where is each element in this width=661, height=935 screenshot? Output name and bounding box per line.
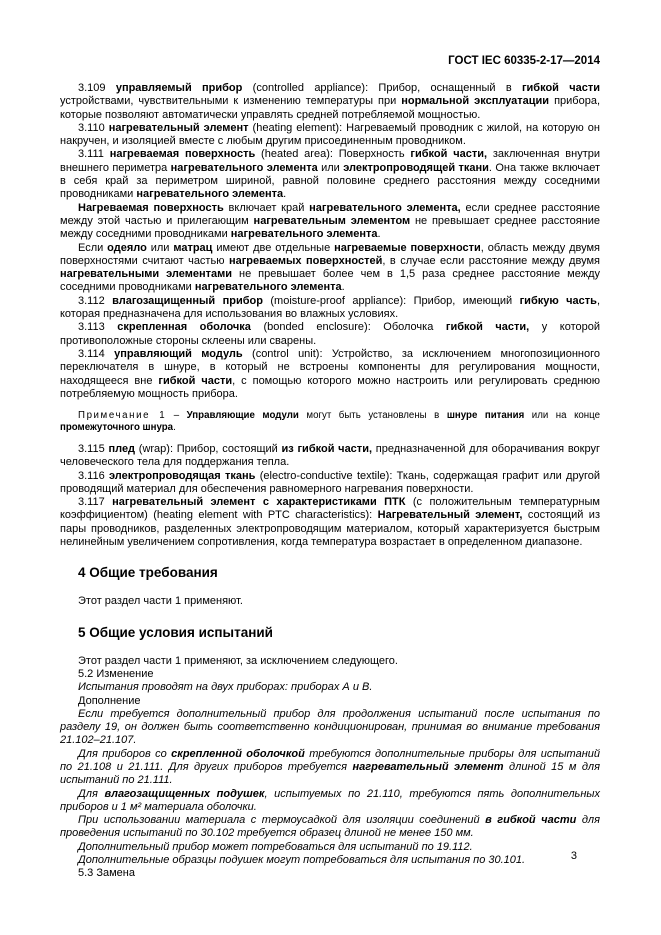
addition-paragraph-2: Для приборов со скрепленной оболочкой требуются дополнительные приборы для испытаний по 21.108 и 21.111. Для других приборов требуется нагревательный элемент длиной 15 м для испытаний по 21.111. [60, 747, 600, 787]
section-heading-5: 5 Общие условия испытаний [78, 624, 273, 640]
clause-5-3-title: 5.3 Замена [78, 867, 135, 880]
definition-3-114: 3.114 управляющий модуль (control unit): Устройство, за исключением многопозиционного переключателя в шнуре, в который не встроены компоненты для регулирования мощности, находящееся вне гибкой части, с помощью которого можно настроить или регулировать среднюю потребляемую мощность прибора. [60, 347, 600, 400]
addition-paragraph-5: Дополнительный прибор может потребоваться для испытаний по 19.112. [78, 840, 473, 853]
clause-5-2-addition-title: Дополнение [78, 694, 141, 707]
definition-3-111-continuation-1: Нагреваемая поверхность включает край нагревательного элемента, если среднее расстояние между этой частью и прилегающим нагревательным элементом не превышает среднее расстояние между соседними проводниками нагревательного элемента. [60, 201, 601, 241]
addition-paragraph-4: При использовании материала с термоусадкой для изоляции соединений в гибкой части для проведения испытаний по 30.102 требуется образец длиной не менее 150 мм. [60, 814, 601, 840]
note-1: Примечание 1 – Управляющие модули могут быть установлены в шнуре питания или на конце промежуточного шнура. [60, 410, 600, 434]
definition-3-109: 3.109 управляемый прибор (controlled appliance): Прибор, оснащенный в гибкой части устройствами, чувствительными к изменению температуры при нормальной эксплуатации прибора, которые позволяют автоматически управлять средней потребляемой мощностью. [60, 82, 601, 121]
addition-paragraph-6: Дополнительные образцы подушек могут потребоваться для испытания по 30.101. [78, 854, 526, 867]
clause-5-2-title: 5.2 Изменение [78, 667, 154, 680]
definition-3-111-continuation-2: Если одеяло или матрац имеют две отдельные нагреваемые поверхности, область между двумя поверхностями считают частью нагреваемых поверхностей, в случае если расстояние между двумя нагревательными элементами не превышает более чем в 1,5 раза среднее расстояние между соседними проводниками нагревательного элемента. [60, 241, 600, 294]
standard-code-header: ГОСТ IEC 60335-2-17—2014 [448, 55, 600, 67]
section-heading-4: 4 Общие требования [78, 565, 218, 581]
section-5-intro: Этот раздел части 1 применяют, за исключением следующего. [78, 654, 398, 667]
definition-3-112: 3.112 влагозащищенный прибор (moisture-proof appliance): Прибор, имеющий гибкую часть, которая предназначена для использования во влажных условиях. [60, 294, 600, 321]
definition-3-113: 3.113 скрепленная оболочка (bonded enclosure): Оболочка гибкой части, у которой противоположные стороны склеены или сварены. [60, 321, 600, 347]
addition-paragraph-1: Если требуется дополнительный прибор для продолжения испытаний после испытания по разделу 19, он должен быть соответственно кондиционирован, принимая во внимание требования 21.102–21.107. [60, 707, 600, 747]
definition-3-116: 3.116 электропроводящая ткань (electro-conductive textile): Ткань, содержащая графит или другой проводящий материал для обеспечения равномерного нагревания поверхности. [60, 469, 600, 495]
definition-3-111: 3.111 нагреваемая поверхность (heated area): Поверхность гибкой части, заключенная внутри внешнего периметра нагревательного элемента или электропроводящей ткани. Она также включает в себя край за периметром шириной, равной половине среднего расстояния между соседними проводниками нагревательного элемента. [60, 148, 601, 201]
addition-paragraph-3: Для влагозащищенных подушек, испытуемых по 21.110, требуются пять дополнительных приборов и 1 м² материала оболочки. [60, 787, 600, 813]
section-4-body: Этот раздел части 1 применяют. [78, 595, 243, 608]
page-number: 3 [570, 850, 577, 862]
definition-3-110: 3.110 нагревательный элемент (heating element): Нагреваемый проводник с жилой, на которую он накручен, и изоляцией вместе с любым другим присоединенным проводником. [60, 121, 600, 148]
clause-5-2-amendment: Испытания проводят на двух приборах: приборах А и В. [78, 681, 373, 694]
definition-3-115: 3.115 плед (wrap): Прибор, состоящий из гибкой части, предназначенной для оборачивания вокруг человеческого тела для поддержания тепла. [60, 442, 600, 469]
definition-3-117: 3.117 нагревательный элемент с характеристиками ПТК (с положительным температурным коэффициентом) (heating element with PTC characteristics): Нагревательный элемент, состоящий из пары проводников, разделенных электропроводящим материалом, который характеризуется быстрым нелинейным увеличением сопротивления, когда температура возрастает в определенном диапазоне. [60, 496, 600, 549]
